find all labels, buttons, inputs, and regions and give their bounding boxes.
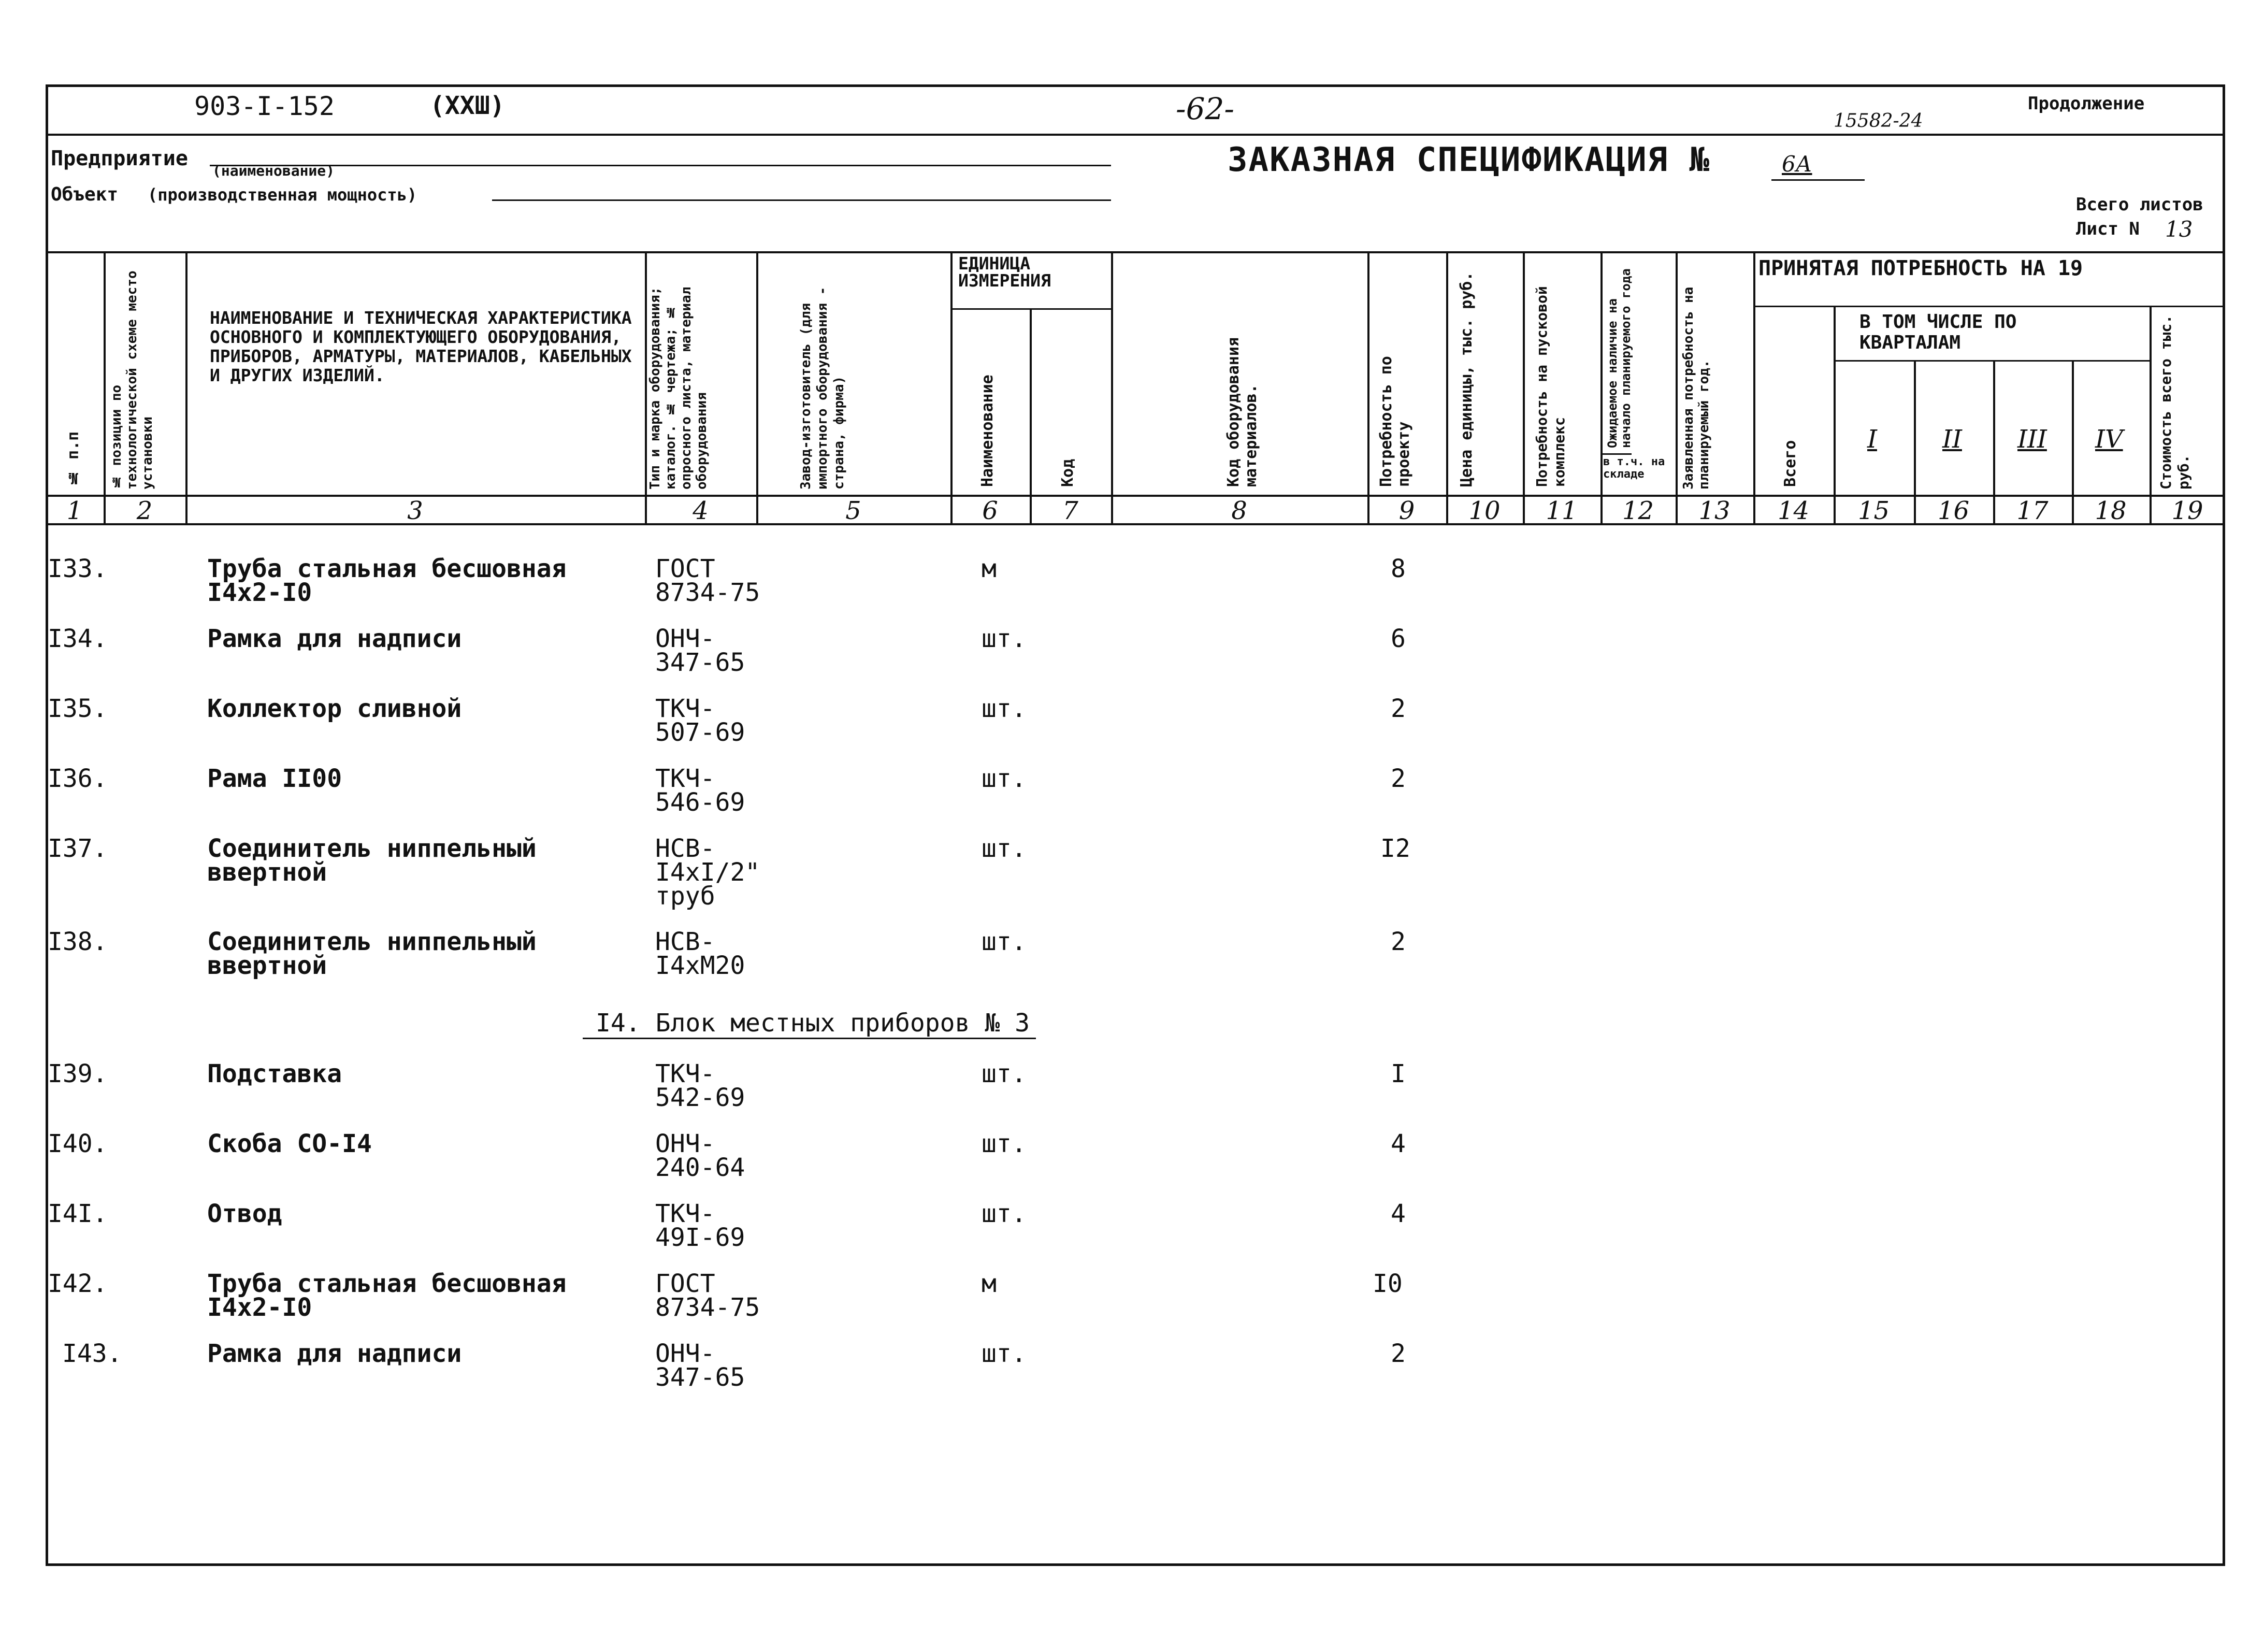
col18-header: IV: [2095, 425, 2123, 454]
col-line: [645, 251, 647, 523]
row-number: I35.: [48, 694, 108, 723]
row-type: ГОСТ 8734-75: [655, 554, 760, 607]
col5-header: Завод-изготовитель (для импортного оборудования - страна, фирма): [798, 286, 847, 490]
colnum-11: 11: [1546, 496, 1578, 525]
row-unit: шт.: [982, 624, 1027, 653]
row-number: I34.: [48, 624, 108, 653]
col-line: [1111, 251, 1113, 523]
col16-header: II: [1942, 425, 1962, 454]
row-number: I38.: [48, 927, 108, 956]
row-unit: шт.: [982, 764, 1027, 793]
c12-sub-line: [1600, 453, 1632, 455]
col4-header: Тип и марка оборудования; каталог. № чертежа; № опросного листа, материал оборудования: [647, 286, 710, 490]
row-qty: 2: [1391, 694, 1406, 723]
col8-header: Код оборудования материалов.: [1224, 337, 1260, 487]
colnum-14: 14: [1777, 496, 1810, 525]
row-number: I42.: [48, 1269, 108, 1298]
unit-group-line: [950, 308, 1111, 310]
row-name: Подставка: [207, 1059, 342, 1088]
col12a-header: в т.ч. на складе: [1603, 455, 1665, 481]
quarters-group-line: [1834, 360, 2150, 362]
header-divider: [46, 134, 2225, 136]
col12-header: Ожидаемое наличие на начало планируемого года: [1605, 268, 1633, 448]
col-line: [756, 251, 758, 523]
object-line: [492, 199, 1111, 201]
col-line: [185, 251, 188, 523]
col-line: [2150, 306, 2152, 523]
colnum-4: 4: [693, 496, 709, 525]
row-type: НСВ- I4xI/2" труб: [655, 834, 760, 911]
page-number: -62-: [1176, 91, 1234, 126]
colnum-10: 10: [1468, 496, 1501, 525]
row-qty: I2: [1380, 834, 1410, 863]
col15-header: I: [1867, 425, 1877, 454]
row-unit: шт.: [982, 1129, 1027, 1158]
col13-header: Заявленная потребность на планируемый год.: [1681, 286, 1712, 490]
row-type: ТКЧ- 542-69: [655, 1059, 745, 1112]
section-title: I4. Блок местных приборов № 3: [596, 1009, 1030, 1038]
row-unit: шт.: [982, 834, 1027, 863]
col-line: [104, 251, 106, 523]
col-line: [1523, 251, 1525, 523]
section-title-underline: [583, 1038, 1036, 1039]
col-line: [1367, 251, 1369, 523]
colnum-3: 3: [407, 496, 423, 525]
sheet-number: 13: [2165, 217, 2193, 242]
row-qty: 4: [1391, 1129, 1406, 1158]
quarters-group-header: В ТОМ ЧИСЛЕ ПО КВАРТАЛАМ: [1859, 311, 2017, 353]
col11-header: Потребность на пусковой комплекс: [1533, 286, 1568, 487]
row-name: Рама II00: [207, 764, 342, 793]
col17-header: III: [2017, 425, 2047, 454]
row-type: ТКЧ- 507-69: [655, 694, 745, 747]
colnum-7: 7: [1062, 496, 1078, 525]
col3-header: НАИМЕНОВАНИЕ И ТЕХНИЧЕСКАЯ ХАРАКТЕРИСТИКА ОСНОВНОГО И КОМПЛЕКТУЮЩЕГО ОБОРУДОВАНИЯ, ПРИБОРОВ, АРМАТУРЫ, МАТЕРИАЛОВ, КАБЕЛЬНЫХ И ДРУГИХ ИЗДЕЛИЙ.: [210, 308, 632, 385]
unit-group-header: ЕДИНИЦА ИЗМЕРЕНИЯ: [958, 253, 1051, 291]
row-unit: м: [982, 554, 997, 583]
row-type: ГОСТ 8734-75: [655, 1269, 760, 1322]
row-qty: I: [1391, 1059, 1406, 1088]
col-line: [1834, 306, 1836, 523]
row-unit: шт.: [982, 1339, 1027, 1368]
row-name: Рамка для надписи: [207, 624, 462, 653]
table-top-line: [46, 251, 2225, 253]
spec-number: 6А: [1782, 151, 1812, 177]
stamp-number: 15582-24: [1834, 110, 1923, 132]
row-name: Коллектор сливной: [207, 694, 462, 723]
col6-header: Наименование: [978, 375, 997, 487]
enterprise-line: [210, 165, 1111, 166]
colnum-9: 9: [1398, 496, 1415, 525]
row-number: I37.: [48, 834, 108, 863]
row-unit: шт.: [982, 1199, 1027, 1228]
col14-header: Всего: [1781, 440, 1799, 487]
row-number: I39.: [48, 1059, 108, 1088]
colnum-8: 8: [1231, 496, 1247, 525]
row-type: ОНЧ- 347-65: [655, 1339, 745, 1392]
row-name: Скоба СО-I4: [207, 1129, 372, 1158]
row-qty: 2: [1391, 1339, 1406, 1368]
object-label: Объект: [51, 184, 119, 205]
colnum-18: 18: [2095, 496, 2127, 525]
accepted-group-line: [1753, 306, 2225, 307]
row-qty: 6: [1391, 624, 1406, 653]
spec-title: ЗАКАЗНАЯ СПЕЦИФИКАЦИЯ №: [1228, 141, 1711, 179]
col9-header: Потребность по проекту: [1377, 356, 1413, 487]
colnum-12: 12: [1622, 496, 1654, 525]
spec-number-line: [1771, 179, 1865, 181]
row-unit: шт.: [982, 927, 1027, 956]
colnum-6: 6: [982, 496, 998, 525]
row-qty: 4: [1391, 1199, 1406, 1228]
colnum-5: 5: [845, 496, 861, 525]
col7-header: Код: [1059, 458, 1077, 487]
row-name: Труба стальная бесшовная I4x2-I0: [207, 1269, 567, 1322]
continuation-label: Продолжение: [2028, 93, 2145, 114]
row-number: I33.: [48, 554, 108, 583]
row-unit: м: [982, 1269, 997, 1298]
enterprise-hint: (наименование): [212, 162, 335, 179]
row-name: Рамка для надписи: [207, 1339, 462, 1368]
row-type: НСВ- I4xМ20: [655, 927, 745, 980]
col10-header: Цена единицы, тыс. руб.: [1458, 271, 1476, 487]
row-number: I43.: [62, 1339, 122, 1368]
colnum-19: 19: [2171, 496, 2203, 525]
sheet-label: Лист N: [2076, 219, 2140, 239]
row-name: Соединитель ниппельный ввертной: [207, 834, 537, 887]
col-line: [1600, 251, 1603, 523]
colnum-16: 16: [1937, 496, 1970, 525]
colnum-1: 1: [66, 496, 83, 525]
col-line: [1446, 251, 1448, 523]
row-qty: I0: [1373, 1269, 1403, 1298]
row-type: ТКЧ- 49I-69: [655, 1199, 745, 1252]
col-line: [1676, 251, 1678, 523]
row-qty: 2: [1391, 927, 1406, 956]
col-line: [1753, 251, 1755, 523]
col2-header: № позиции по технологической схеме место установки: [109, 270, 155, 490]
col-line: [1030, 308, 1032, 523]
row-type: ОНЧ- 347-65: [655, 624, 745, 677]
row-name: Соединитель ниппельный ввертной: [207, 927, 537, 980]
colnum-13: 13: [1698, 496, 1731, 525]
colnum-15: 15: [1857, 496, 1890, 525]
col1-header: № п.п: [64, 431, 82, 487]
object-hint: (производственная мощность): [148, 185, 417, 205]
row-type: ОНЧ- 240-64: [655, 1129, 745, 1182]
row-type: ТКЧ- 546-69: [655, 764, 745, 817]
col-line: [950, 251, 953, 523]
project-code: 903-I-152: [194, 91, 335, 121]
enterprise-label: Предприятие: [51, 147, 188, 170]
colnum-2: 2: [136, 496, 153, 525]
colnum-17: 17: [2016, 496, 2049, 525]
row-number: I40.: [48, 1129, 108, 1158]
total-sheets-label: Всего листов: [2076, 194, 2203, 215]
row-number: I36.: [48, 764, 108, 793]
row-unit: шт.: [982, 694, 1027, 723]
row-unit: шт.: [982, 1059, 1027, 1088]
row-qty: 2: [1391, 764, 1406, 793]
col19-header: Стоимость всего тыс. руб.: [2157, 314, 2192, 490]
row-name: Труба стальная бесшовная I4x2-I0: [207, 554, 567, 607]
accepted-group-header: ПРИНЯТАЯ ПОТРЕБНОСТЬ НА 19: [1758, 256, 2083, 280]
row-name: Отвод: [207, 1199, 282, 1228]
row-qty: 8: [1391, 554, 1406, 583]
volume-label: (XXШ): [430, 91, 505, 120]
row-number: I4I.: [48, 1199, 108, 1228]
